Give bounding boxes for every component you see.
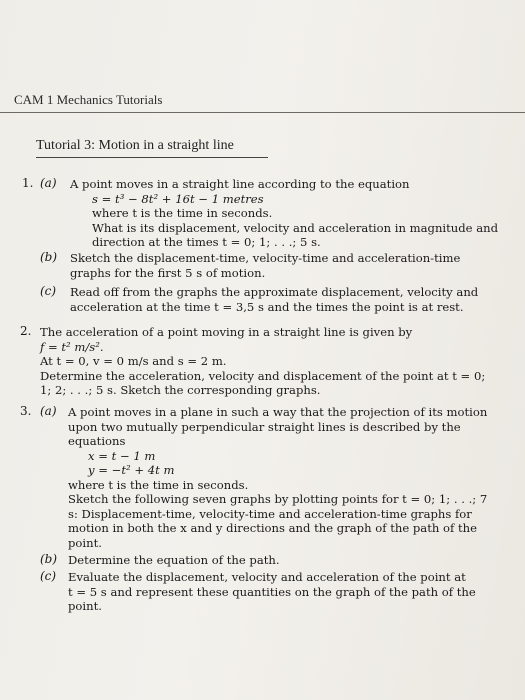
question-3a-label: (a) bbox=[40, 404, 57, 418]
q3a-line: motion in both the x and y directions and the graph of the path of the bbox=[68, 521, 477, 535]
question-1b-text bbox=[70, 251, 460, 280]
q1a-line: What is its displacement, velocity and acceleration in magnitude and bbox=[92, 220, 499, 235]
question-3b-label: (b) bbox=[40, 552, 58, 566]
q3a-line: equations bbox=[68, 434, 126, 448]
question-2-text bbox=[40, 325, 485, 398]
question-3a-text bbox=[68, 405, 487, 550]
question-1b-label: (b) bbox=[40, 250, 58, 264]
q2-line: At t = 0, v = 0 m/s and s = 2 m. bbox=[40, 354, 227, 368]
tutorial-title: Tutorial 3: Motion in a straight line bbox=[36, 138, 234, 153]
q1b-line: graphs for the first 5 s of motion. bbox=[70, 265, 266, 280]
question-3c-label: (c) bbox=[40, 569, 57, 583]
q3b-line: Determine the equation of the path. bbox=[68, 553, 280, 567]
q3a-equation-x: x = t − 1 m bbox=[88, 448, 156, 463]
q3a-line: where t is the time in seconds. bbox=[68, 477, 249, 492]
q2-line: The acceleration of a point moving in a straight line is given by bbox=[40, 325, 413, 339]
q3c-line: point. bbox=[68, 599, 102, 613]
q3a-line: A point moves in a plane in such a way that the projection of its motion bbox=[68, 405, 488, 419]
question-1a-label: (a) bbox=[40, 176, 57, 190]
q3a-line: point. bbox=[68, 535, 102, 550]
q3a-line: s: Displacement-time, velocity-time and acceleration-time graphs for bbox=[68, 506, 472, 521]
q1b-line: Sketch the displacement-time, velocity-time and acceleration-time bbox=[70, 251, 461, 265]
question-1a-text bbox=[70, 177, 498, 250]
q1a-line: A point moves in a straight line according to the equation bbox=[70, 177, 410, 191]
course-header: CAM 1 Mechanics Tutorials bbox=[14, 92, 163, 107]
q1c-line: acceleration at the time t = 3,5 s and the times the point is at rest. bbox=[70, 299, 464, 314]
q3a-equation-y: y = −t² + 4t m bbox=[88, 463, 175, 477]
q2-line: Determine the acceleration, velocity and displacement of the point at t = 0; bbox=[40, 368, 486, 383]
q3c-line: t = 5 s and represent these quantities on the graph of the path of the bbox=[68, 584, 476, 599]
q1a-line: direction at the times t = 0; 1; . . .; 5 s. bbox=[92, 235, 321, 249]
q1c-line: Read off from the graphs the approximate displacement, velocity and bbox=[70, 285, 479, 299]
question-3b-text bbox=[68, 553, 280, 568]
question-1c-text bbox=[70, 285, 478, 314]
question-3c-text bbox=[68, 570, 476, 614]
question-1-number: 1. bbox=[22, 176, 34, 190]
q3a-line: upon two mutually perpendicular straight lines is described by the bbox=[68, 419, 461, 434]
q1a-line: where t is the time in seconds. bbox=[92, 206, 273, 220]
q2-equation: f = t² m/s². bbox=[40, 339, 104, 354]
header-rule bbox=[0, 112, 525, 113]
q3c-line: Evaluate the displacement, velocity and acceleration of the point at bbox=[68, 570, 466, 584]
question-1c-label: (c) bbox=[40, 284, 57, 298]
q3a-line: Sketch the following seven graphs by plotting points for t = 0; 1; . . .; 7 bbox=[68, 492, 488, 506]
question-2-number: 2. bbox=[20, 324, 32, 338]
q2-line: 1; 2; . . .; 5 s. Sketch the corresponding graphs. bbox=[40, 383, 321, 397]
q1a-equation: s = t³ − 8t² + 16t − 1 metres bbox=[92, 191, 264, 206]
question-3-number: 3. bbox=[20, 404, 32, 418]
title-underline bbox=[36, 157, 268, 158]
